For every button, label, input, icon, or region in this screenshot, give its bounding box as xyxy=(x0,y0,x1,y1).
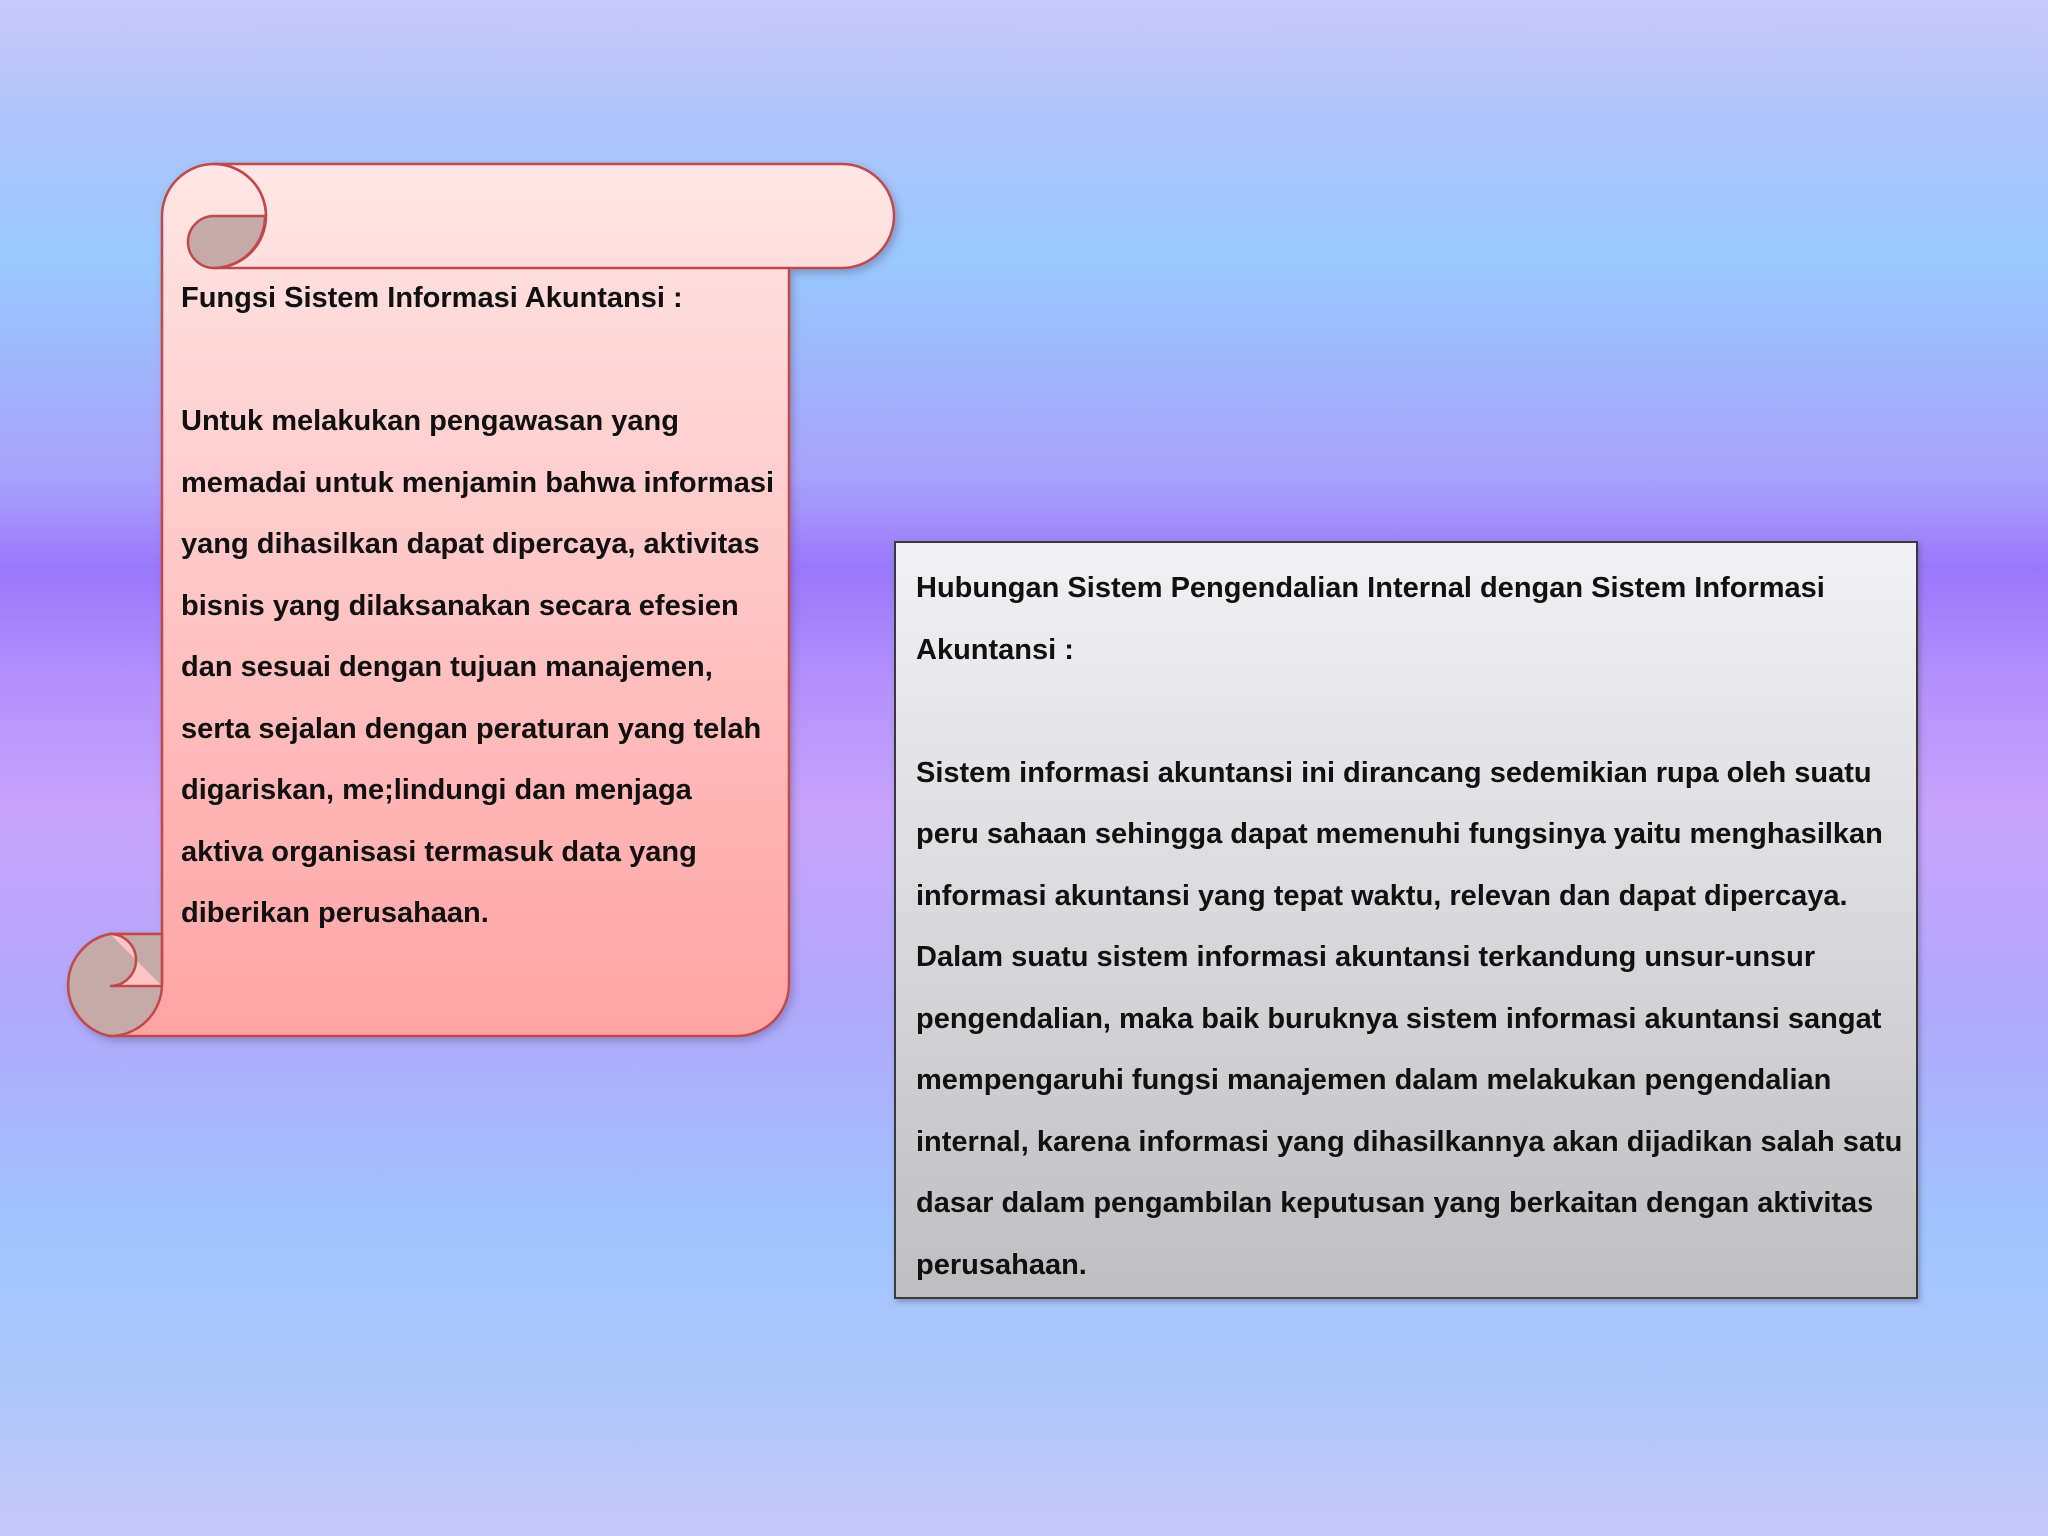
scroll-text xyxy=(181,268,781,945)
info-box xyxy=(894,541,1918,1299)
info-body-text: Sistem informasi akuntansi ini dirancang sedemikian rupa oleh suatu peru sahaan sehingga dapat memenuhi fungsinya yaitu menghasilkan informasi akuntansi yang tepat waktu, relevan dan dapat dipercaya. Dalam suatu sistem informasi akuntansi terkandung unsur-unsur pengendalian, maka baik buruknya sistem informasi akuntansi sangat mempengaruhi fungsi manajemen dalam melakukan pengendalian internal, karena informasi yang dihasilkannya akan dijadikan salah satu dasar dalam pengambilan keputusan yang berkaitan dengan aktivitas perusahaan. xyxy=(916,756,1903,1281)
info-spacer xyxy=(916,681,1906,743)
scroll-title: Fungsi Sistem Informasi Akuntansi : xyxy=(181,282,683,314)
scroll-body-text: Untuk melakukan pengawasan yang memadai untuk menjamin bahwa informasi yang dihasilkan dapat dipercaya, aktivitas bisnis yang dilaksanakan secara efesien dan sesuai dengan tujuan manajemen, serta sejalan dengan peraturan yang telah digariskan, me;lindungi dan menjaga aktiva organisasi termasuk data yang diberikan perusahaan. xyxy=(181,405,775,929)
scroll-spacer xyxy=(181,330,781,392)
info-text xyxy=(916,558,1906,1296)
info-title: Hubungan Sistem Pengendalian Internal dengan Sistem Informasi Akuntansi : xyxy=(916,572,1825,666)
